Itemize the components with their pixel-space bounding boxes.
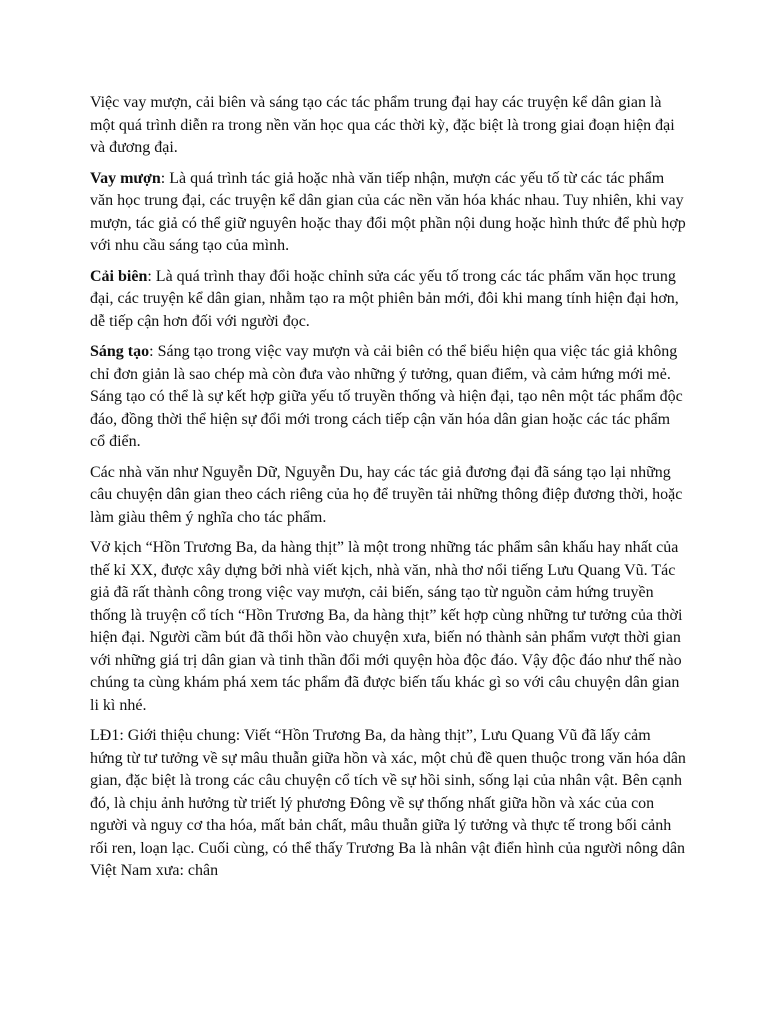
paragraph-text: Sáng tạo trong việc vay mượn và cải biên có thể biểu hiện qua việc tác giả không chỉ đơn giản là sao chép mà còn đưa vào những ý tưởng, quan điểm, và cảm hứng mới mẻ. Sáng tạo có thể là sự kết hợp giữa yếu tố truyền thống và hiện đại, tạo nên một tác phẩm độc đáo, đồng thời thể hiện sự đổi mới trong cách tiếp cận văn hóa dân gian hoặc các tác phẩm cổ điển. — [90, 343, 683, 450]
paragraph-vay-muon — [90, 168, 686, 258]
term-separator: : — [149, 343, 158, 360]
paragraph-text: Việc vay mượn, cải biên và sáng tạo các tác phẩm trung đại hay các truyện kể dân gian là một quá trình diễn ra trong nền văn học qua các thời kỳ, đặc biệt là trong giai đoạn hiện đại và đương đại. — [90, 94, 675, 156]
paragraph-play-intro — [90, 537, 686, 717]
paragraph-text: Các nhà văn như Nguyễn Dữ, Nguyễn Du, hay các tác giả đương đại đã sáng tạo lại những câu chuyện dân gian theo cách riêng của họ để truyền tải những thông điệp đương thời, hoặc làm giàu thêm ý nghĩa cho tác phẩm. — [90, 463, 683, 526]
paragraph-text: Là quá trình tác giả hoặc nhà văn tiếp nhận, mượn các yếu tố từ các tác phẩm văn học trung đại, các truyện kể dân gian của các nền văn hóa khác nhau. Tuy nhiên, khi vay mượn, tác giả có thể giữ nguyên hoặc thay đổi một phần nội dung hoặc hình thức để phù hợp với nhu cầu sáng tạo của mình. — [90, 169, 686, 254]
paragraph-text: LĐ1: Giới thiệu chung: Viết “Hồn Trương Ba, da hàng thịt”, Lưu Quang Vũ đã lấy cảm hứng từ tư tưởng về sự mâu thuẫn giữa hồn và xác, một chủ đề quen thuộc trong văn hóa dân gian, đặc biệt là trong các câu chuyện cổ tích về sự hồi sinh, sống lại của nhân vật. Bên cạnh đó, là chịu ảnh hưởng từ triết lý phương Đông về sự thống nhất giữa hồn và xác của con người và nguy cơ tha hóa, mất bản chất, mâu thuẫn giữa lý tưởng và thực tế trong bối cảnh rối ren, loạn lạc. Cuối cùng, có thể thấy Trương Ba là nhân vật điển hình của người nông dân Việt Nam xưa: chân — [90, 727, 686, 879]
paragraph-sang-tao — [90, 341, 686, 454]
term-separator: : — [147, 267, 156, 285]
paragraph-ld1 — [90, 725, 686, 883]
paragraph-text: Vở kịch “Hồn Trương Ba, da hàng thịt” là một trong những tác phẩm sân khấu hay nhất của thế kỉ XX, được xây dựng bởi nhà viết kịch, nhà văn, nhà thơ nổi tiếng Lưu Quang Vũ. Tác giả đã rất thành công trong việc vay mượn, cải biến, sáng tạo từ nguồn cảm hứng truyền thống là truyện cổ tích “Hồn Trương Ba, da hàng thịt” kết hợp cùng những tư tưởng của thời hiện đại. Người cầm bút đã thổi hồn vào chuyện xưa, biến nó thành sản phẩm vượt thời gian với những giá trị dân gian và tinh thần đổi mới quyện hòa độc đáo. Vậy độc đáo như thế nào chúng ta cùng khám phá xem tác phẩm đã được biến tấu khác gì so với câu chuyện dân gian li kì nhé. — [90, 539, 683, 714]
paragraph-cai-bien — [90, 266, 686, 334]
paragraph-text: Là quá trình thay đổi hoặc chỉnh sửa các yếu tố trong các tác phẩm văn học trung đại, các truyện kể dân gian, nhằm tạo ra một phiên bản mới, đôi khi mang tính hiện đại hơn, dễ tiếp cận hơn đối với người đọc. — [90, 267, 679, 330]
term-vay-muon: Vay mượn — [90, 169, 161, 187]
document-body — [90, 92, 686, 891]
term-separator: : — [160, 169, 170, 187]
paragraph-intro — [90, 92, 686, 160]
paragraph-authors — [90, 462, 686, 530]
term-cai-bien: Cải biên — [90, 267, 148, 285]
term-sang-tao: Sáng tạo — [90, 343, 150, 360]
